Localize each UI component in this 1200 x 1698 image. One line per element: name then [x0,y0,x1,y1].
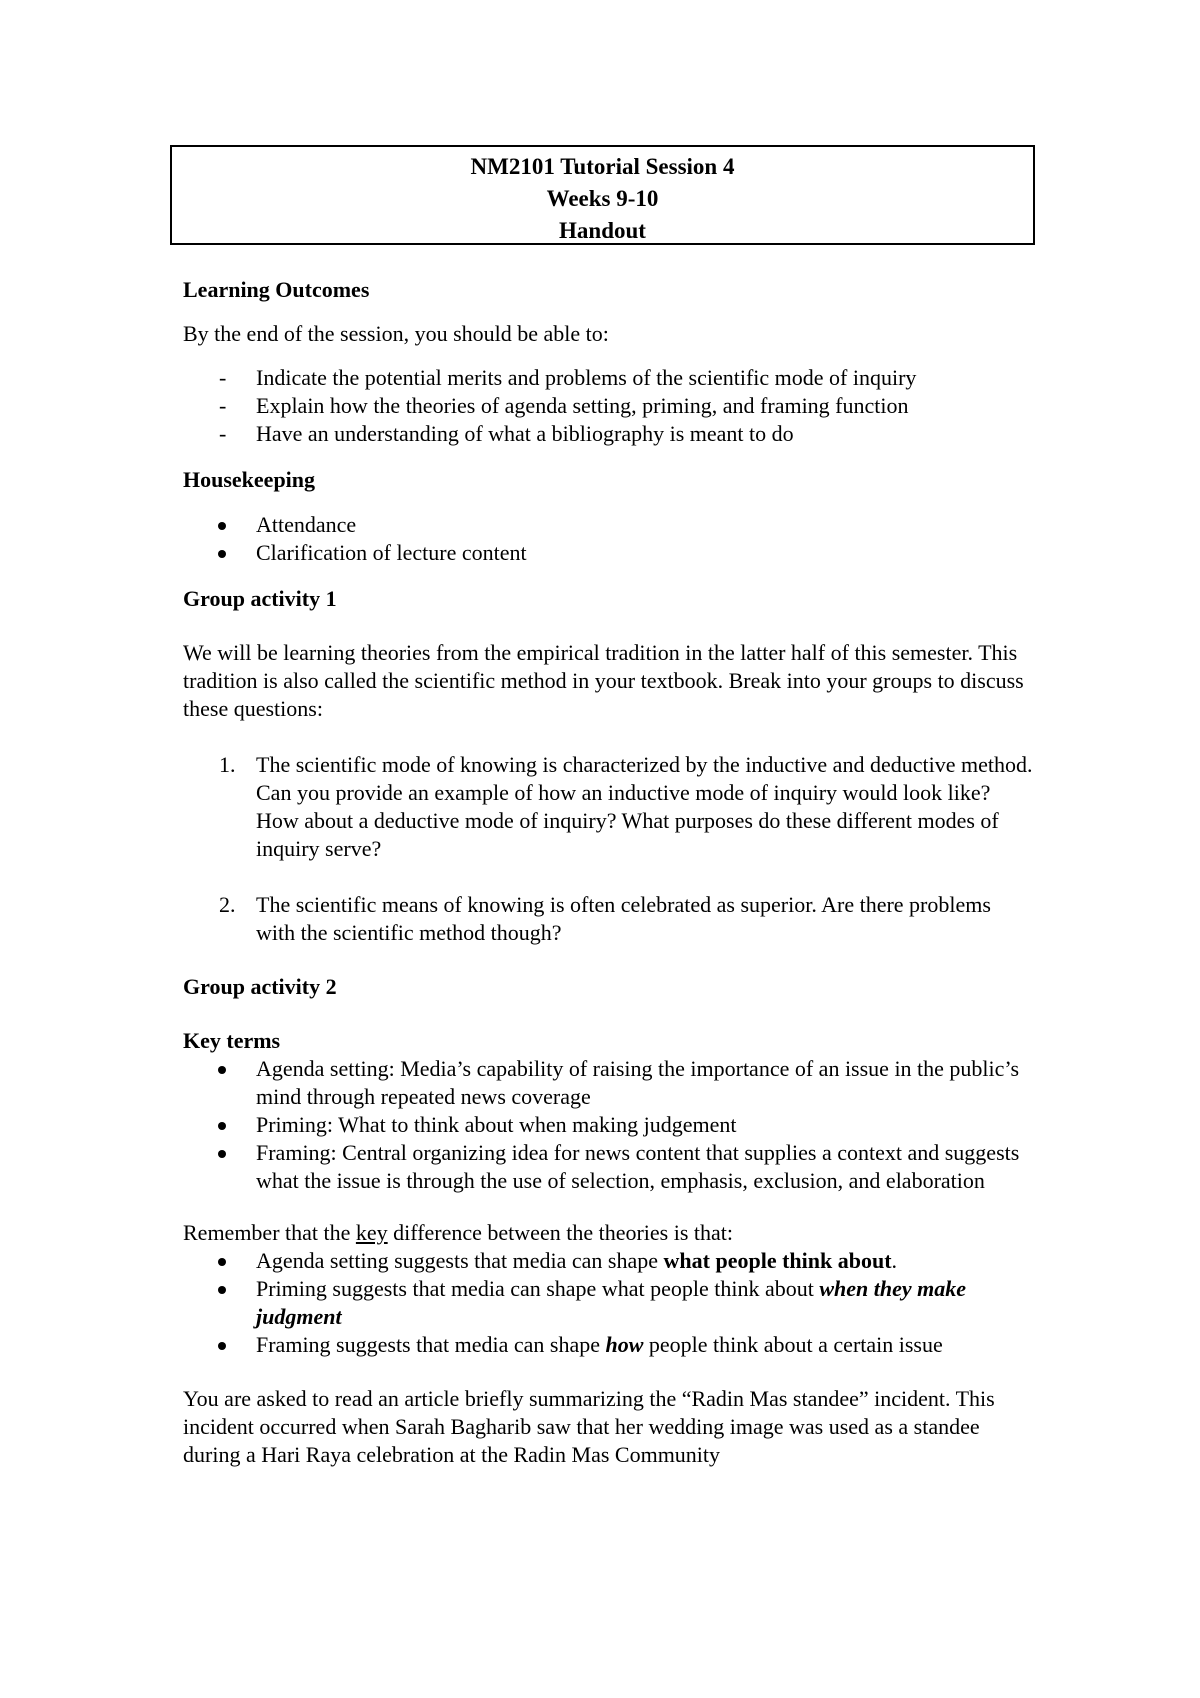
question-text: The scientific means of knowing is often celebrated as superior. Are there problems with the scientific method though? [256,892,991,945]
bullet-icon [218,1122,226,1130]
list-item: - Explain how the theories of agenda setting, priming, and framing function [219,393,909,418]
list-item: Clarification of lecture content [183,539,1033,567]
bullet-icon [218,1150,226,1158]
list-item: Attendance [183,511,1033,539]
key-terms-heading: Key terms [183,1028,281,1053]
list-item: Priming: What to think about when making judgement [183,1111,1033,1139]
bullet-icon [218,522,226,530]
dash-marker: - [219,421,227,446]
question-number: 1. [219,752,236,777]
group-activity-1-intro: We will be learning theories from the empirical tradition in the latter half of this semester. This tradition is also called the scientific method in your textbook. Break into your groups to discuss these questions: [183,640,1024,721]
learning-outcomes-intro: By the end of the session, you should be able to: [183,321,609,346]
question-item [183,751,1033,863]
housekeeping-heading: Housekeeping [183,467,316,492]
dash-marker: - [219,393,227,418]
list-item: - Indicate the potential merits and problems of the scientific mode of inquiry [219,365,917,390]
group-activity-2-heading: Group activity 2 [183,974,337,999]
question-number: 2. [219,892,236,917]
key-underlined: key [355,1220,388,1245]
bullet-icon [218,550,226,558]
document-body [183,276,1033,1469]
bullet-icon [218,1258,226,1266]
list-item: Agenda setting: Media’s capability of raising the importance of an issue in the public’s mind through repeated news coverage [183,1055,1033,1111]
list-item: Priming suggests that media can shape what people think about when they make judgment [183,1275,1033,1331]
remember-line: Remember that the key difference between the theories is that: [183,1220,733,1245]
list-item: Framing suggests that media can shape how people think about a certain issue [183,1331,1033,1359]
housekeeping-list [183,511,1033,567]
article-paragraph: You are asked to read an article briefly summarizing the “Radin Mas standee” incident. This incident occurred when Sarah Bagharib saw that her wedding image was used as a standee during a Hari Raya celebration at the Radin Mas Community [183,1386,995,1467]
question-text: The scientific mode of knowing is characterized by the inductive and deductive method. Can you provide an example of how an inductive mode of inquiry would look like? How about a deductive mode of inquiry? What purposes do these different modes of inquiry serve? [256,752,1033,861]
course-title: NM2101 Tutorial Session 4 [470,154,735,179]
list-item: Agenda setting suggests that media can shape what people think about. [183,1247,1033,1275]
bullet-icon [218,1342,226,1350]
differences-list [183,1247,1033,1359]
question-item [183,891,1033,947]
dash-marker: - [219,365,227,390]
list-item: - Have an understanding of what a bibliography is meant to do [219,421,794,446]
title-box [170,145,1035,245]
question-list [183,751,1033,947]
learning-outcomes-heading: Learning Outcomes [183,277,370,302]
bullet-icon [218,1066,226,1074]
learning-outcomes-list [183,364,1033,448]
group-activity-1-heading: Group activity 1 [183,586,337,611]
weeks-label: Weeks 9-10 [546,186,659,211]
handout-label: Handout [559,218,646,243]
key-terms-list [183,1055,1033,1195]
list-item: Framing: Central organizing idea for news content that supplies a context and suggests what the issue is through the use of selection, emphasis, exclusion, and elaboration [183,1139,1033,1195]
bullet-icon [218,1286,226,1294]
